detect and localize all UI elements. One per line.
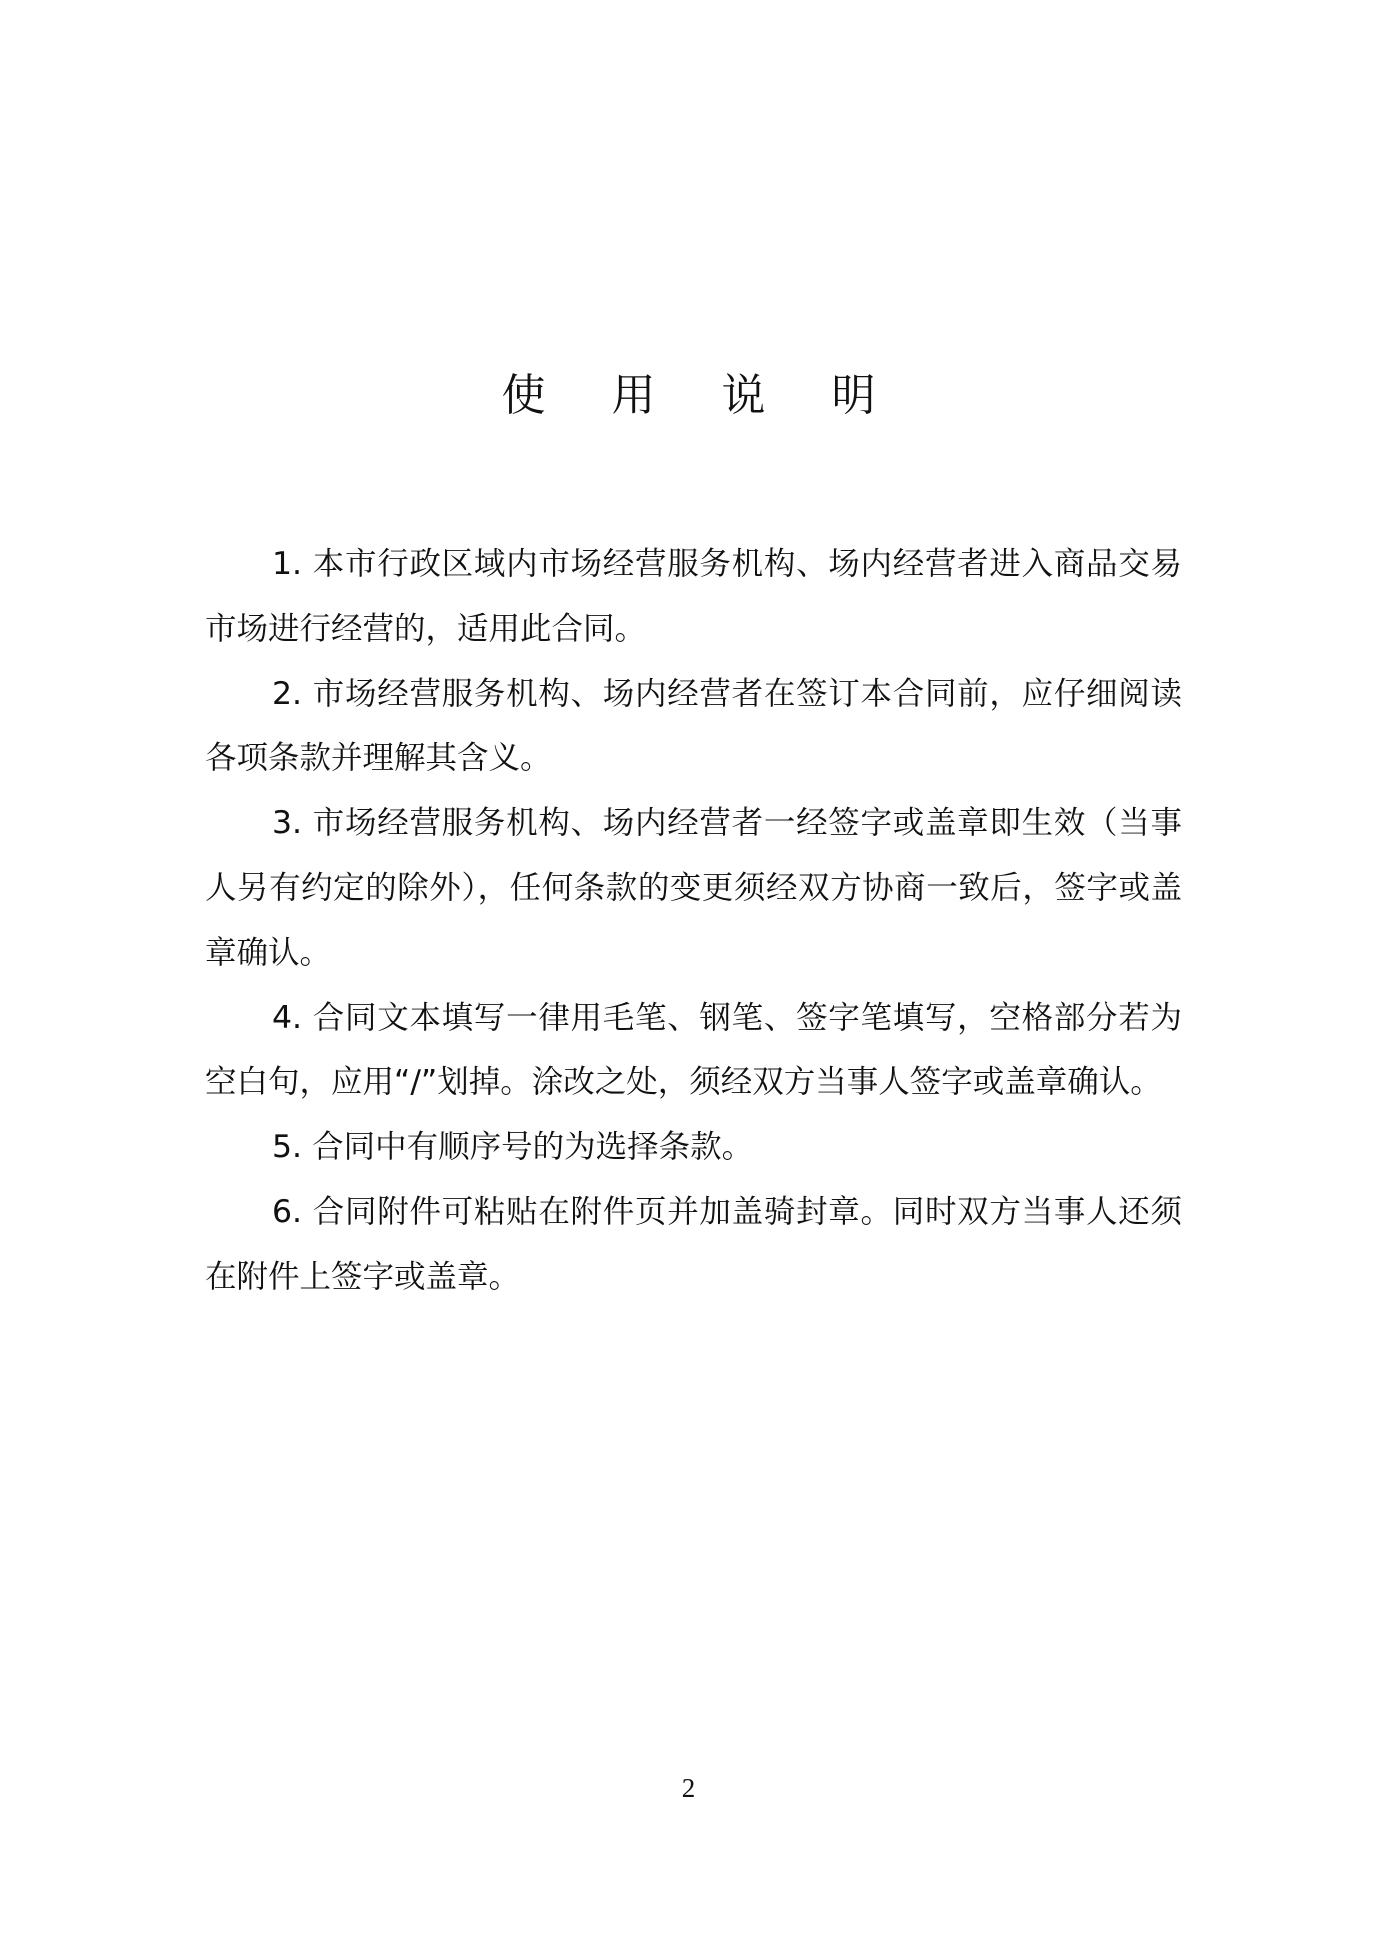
instruction-item-3 — [205, 791, 1182, 985]
item-number: 4. — [272, 999, 303, 1036]
item-text: 本市行政区域内市场经营服务机构、场内经营者进入商品交易市场进行经营的，适用此合同。 — [205, 546, 1182, 647]
page-number: 2 — [681, 1773, 696, 1803]
item-number: 3. — [272, 805, 303, 842]
instruction-item-5 — [205, 1115, 1182, 1180]
item-text: 市场经营服务机构、场内经营者在签订本合同前，应仔细阅读各项条款并理解其含义。 — [205, 675, 1182, 777]
item-number: 2. — [272, 675, 303, 712]
page-title: 使 用 说 明 — [501, 370, 902, 421]
instruction-item-2 — [205, 662, 1182, 792]
item-text: 合同附件可粘贴在附件页并加盖骑封章。同时双方当事人还须在附件上签字或盖章。 — [205, 1193, 1182, 1295]
item-text: 合同中有顺序号的为选择条款。 — [312, 1129, 754, 1166]
item-text: 合同文本填写一律用毛笔、钢笔、签字笔填写，空格部分若为空白句，应用“/”划掉。涂改之处，须经双方当事人签字或盖章确认。 — [205, 999, 1182, 1101]
instruction-item-4 — [205, 986, 1182, 1116]
item-number: 1. — [272, 546, 303, 582]
item-text: 市场经营服务机构、场内经营者一经签字或盖章即生效（当事人另有约定的除外），任何条款的变更须经双方协商一致后，签字或盖章确认。 — [205, 805, 1182, 971]
instruction-item-1 — [205, 532, 1182, 662]
item-number: 5. — [272, 1129, 303, 1166]
instruction-item-6 — [205, 1180, 1182, 1310]
item-number: 6. — [272, 1193, 303, 1230]
instructions-body — [205, 532, 1182, 1310]
